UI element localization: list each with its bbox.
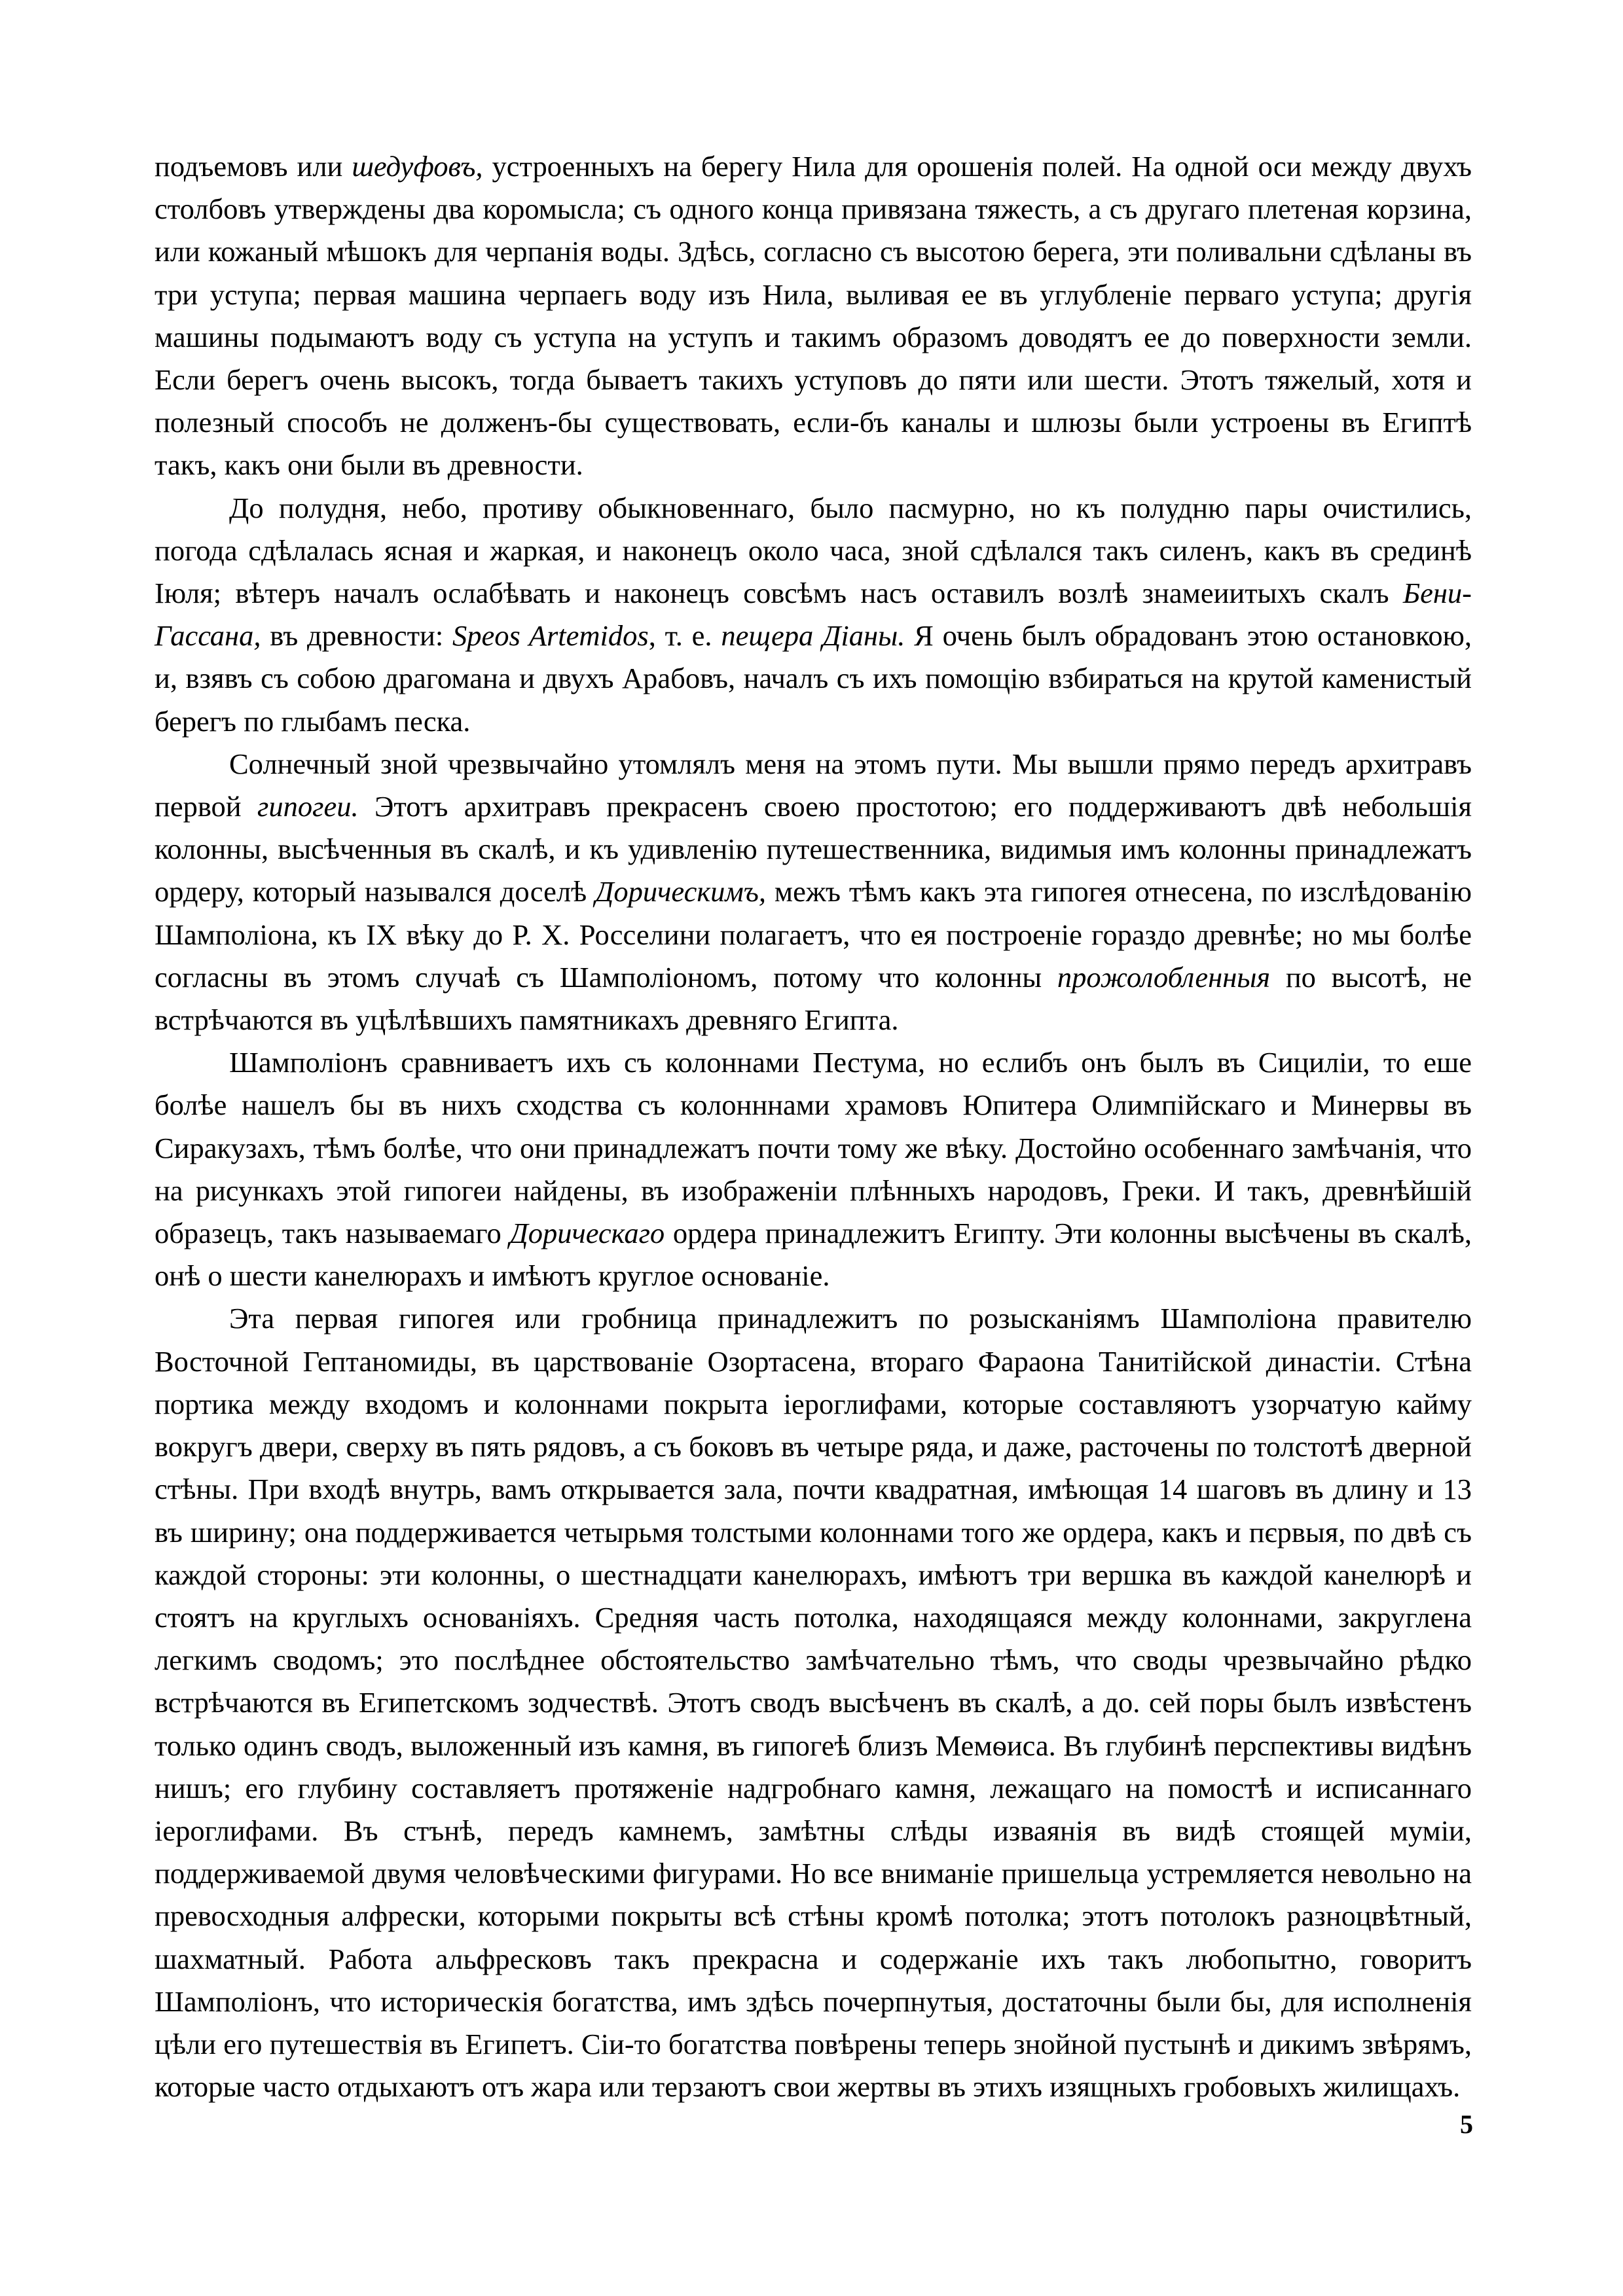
text-segment: въ древности: <box>261 619 452 653</box>
text-segment: До полудня, небо, противу обыкновеннаго, было пасмурно, но къ полудню пары очистились, погода сдѣлалась ясная и жаркая, и наконецъ около часа, зной сдѣлался такъ силенъ, какъ въ срединѣ Іюля; вѣтеръ началъ ослабѣвать и наконецъ совсѣмъ насъ оставилъ возлѣ знамеиитыхъ скалъ <box>155 491 1472 610</box>
text-segment: ордера принадлежитъ Египту. Эти колонны высѣчены въ скалѣ, онѣ о шести канелюрахъ и имѣютъ круглое основаніе. <box>155 1217 1472 1293</box>
text-segment: Я очень былъ обрадованъ этою остановкою, и, взявъ съ собою драгомана и двухъ Арабовъ, началъ съ ихъ помощію взбираться на крутой каменистый берегъ по глыбамъ песка. <box>155 619 1472 738</box>
italic-text-segment: прожолобленныя <box>1057 960 1271 994</box>
italic-text-segment: Speos Artemidos <box>452 619 649 653</box>
italic-text-segment: Бени-Гассана, <box>155 577 1472 653</box>
paragraph <box>155 1297 1472 2108</box>
body-text <box>155 145 1472 2108</box>
paragraph <box>155 487 1472 743</box>
text-segment: устроенныхъ на берегу Нила для орошенія полей. На одной оси между двухъ столбовъ утверждены два коромысла; съ одного конца привязана тяжесть, а съ другаго плетеная корзина, или кожаный мѣшокъ для черпанія воды. Здѣсь, согласно съ высотою берега, эти поливальни сдѣланы въ три уступа; первая машина черпаегь воду изъ Нила, выливая ее въ углубленіе перваго уступа; другія машины подымаютъ воду съ уступа на уступъ и такимъ образомъ доводятъ ее до поверхности земли. Если берегъ очень высокъ, тогда бываетъ такихъ уступовъ до пяти или шести. Этотъ тяжелый, хотя и полезный способъ не долженъ-бы существовать, если-бъ каналы и шлюзы были устроены въ Египтѣ такъ, какъ они были въ древности. <box>155 150 1472 482</box>
text-segment: Эта первая гипогея или гробница принадлежитъ по розысканіямъ Шамполіона правителю Восточной Гептаномиды, въ царствованіе Озортасена, втораго Фараона Танитійской династіи. Стѣна портика между входомъ и колоннами покрыта іероглифами, которые составляютъ узорчатую кайму вокругъ двери, сверху въ пять рядовъ, а съ боковъ въ четыре ряда, и даже, расточены по толстотѣ дверной стѣны. При входѣ внутрь, вамъ открывается зала, почти квадратная, имѣющая 14 шаговъ въ длину и 13 въ ширину; она поддерживается четырьмя толстыми колоннами того же ордера, какъ и пєрвыя, по двѣ съ каждой стороны: эти колонны, о шестнадцати канелюрахъ, имѣютъ три вершка въ каждой канелюрѣ и стоятъ на круглыхъ основаніяхъ. Средняя часть потолка, находящаяся между колоннами, закруглена легкимъ сводомъ; это послѣднее обстоятельство замѣчательно тѣмъ, что своды чрезвычайно рѣдко встрѣчаются въ Египетскомъ зодчествѣ. Этотъ сводъ высѣченъ въ скалѣ, а до. сей поры былъ извѣстенъ только одинъ сводъ, выложенный изъ камня, въ гипогеѣ близъ Мемѳиса. Въ глубинѣ перспективы видѣнъ нишъ; его глубину составляетъ протяженіе надгробнаго камня, лежащаго на помостѣ и исписаннаго іероглифами. Въ стънѣ, передъ камнемъ, замѣтны слѣды изваянія въ видѣ стоящей муміи, поддерживаемой двумя человѣческими фигурами. Но все вниманіе пришельца устремляется невольно на превосходныя алфрески, которыми покрыты всѣ стѣны кромѣ потолка; этотъ потолокъ разноцвѣтный, шахматный. Работа альфресковъ такъ прекрасна и содержаніе ихъ такъ любопытно, говоритъ Шамполіонъ, что историческія богатства, имъ здѣсь почерпнутыя, достаточны были бы, для исполненія цѣли его путешествія въ Египетъ. Сіи-то богатства повѣрены теперь знойной пустынѣ и дикимъ звѣрямъ, которые часто отдыхаютъ отъ жара или терзаютъ свои жертвы въ этихъ изящныхъ гробовыхъ жилищахъ. <box>155 1302 1472 2104</box>
text-segment: по высотѣ, не встрѣчаются въ уцѣлѣвшихъ памятникахъ древняго Египта. <box>155 960 1472 1037</box>
italic-text-segment: шедуфовъ, <box>352 150 483 183</box>
text-segment: , т. е. <box>648 619 721 653</box>
text-segment: межъ тѣмъ какъ эта гипогея отнесена, по изслѣдованію Шамполіона, къ IX вѣку до Р. Х. Росселини полагаетъ, что ея построеніе гораздо древнѣе; но мы болѣе согласны въ этомъ случаѣ съ Шамполіономъ, потому что колонны <box>155 875 1472 994</box>
italic-text-segment: Дорическаго <box>509 1217 665 1250</box>
paragraph <box>155 743 1472 1041</box>
italic-text-segment: гипогеи. <box>257 790 359 823</box>
paragraph <box>155 145 1472 487</box>
italic-text-segment: пещера Діаны. <box>721 619 905 653</box>
text-segment: Этотъ архитравъ прекрасенъ своею простотою; его поддерживаютъ двѣ небольшія колонны, высѣченныя въ скалѣ, и къ удивленію путешественника, видимыя имъ колонны принадлежатъ ордеру, который назывался доселѣ <box>155 790 1472 908</box>
text-segment: Солнечный зной чрезвычайно утомлялъ меня на этомъ пути. Мы вышли прямо передъ архитравъ первой <box>155 747 1472 823</box>
page-number: 5 <box>1460 2109 1473 2139</box>
paragraph <box>155 1041 1472 1297</box>
italic-text-segment: Дорическимъ, <box>595 875 767 908</box>
text-segment: подъемовъ или <box>155 150 352 183</box>
text-segment: Шамполіонъ сравниваетъ ихъ съ колоннами Пестума, но еслибъ онъ былъ въ Сициліи, то еше болѣе нашелъ бы въ нихъ сходства съ колонннами храмовъ Юпитера Олимпійскаго и Минервы въ Сиракузахъ, тѣмъ болѣе, что они принадлежатъ почти тому же вѣку. Достойно особеннаго замѣчанія, что на рисункахъ этой гипогеи найдены, въ изображеніи плѣнныхъ народовъ, Греки. И такъ, древнѣйшій образецъ, такъ называемаго <box>155 1046 1472 1250</box>
